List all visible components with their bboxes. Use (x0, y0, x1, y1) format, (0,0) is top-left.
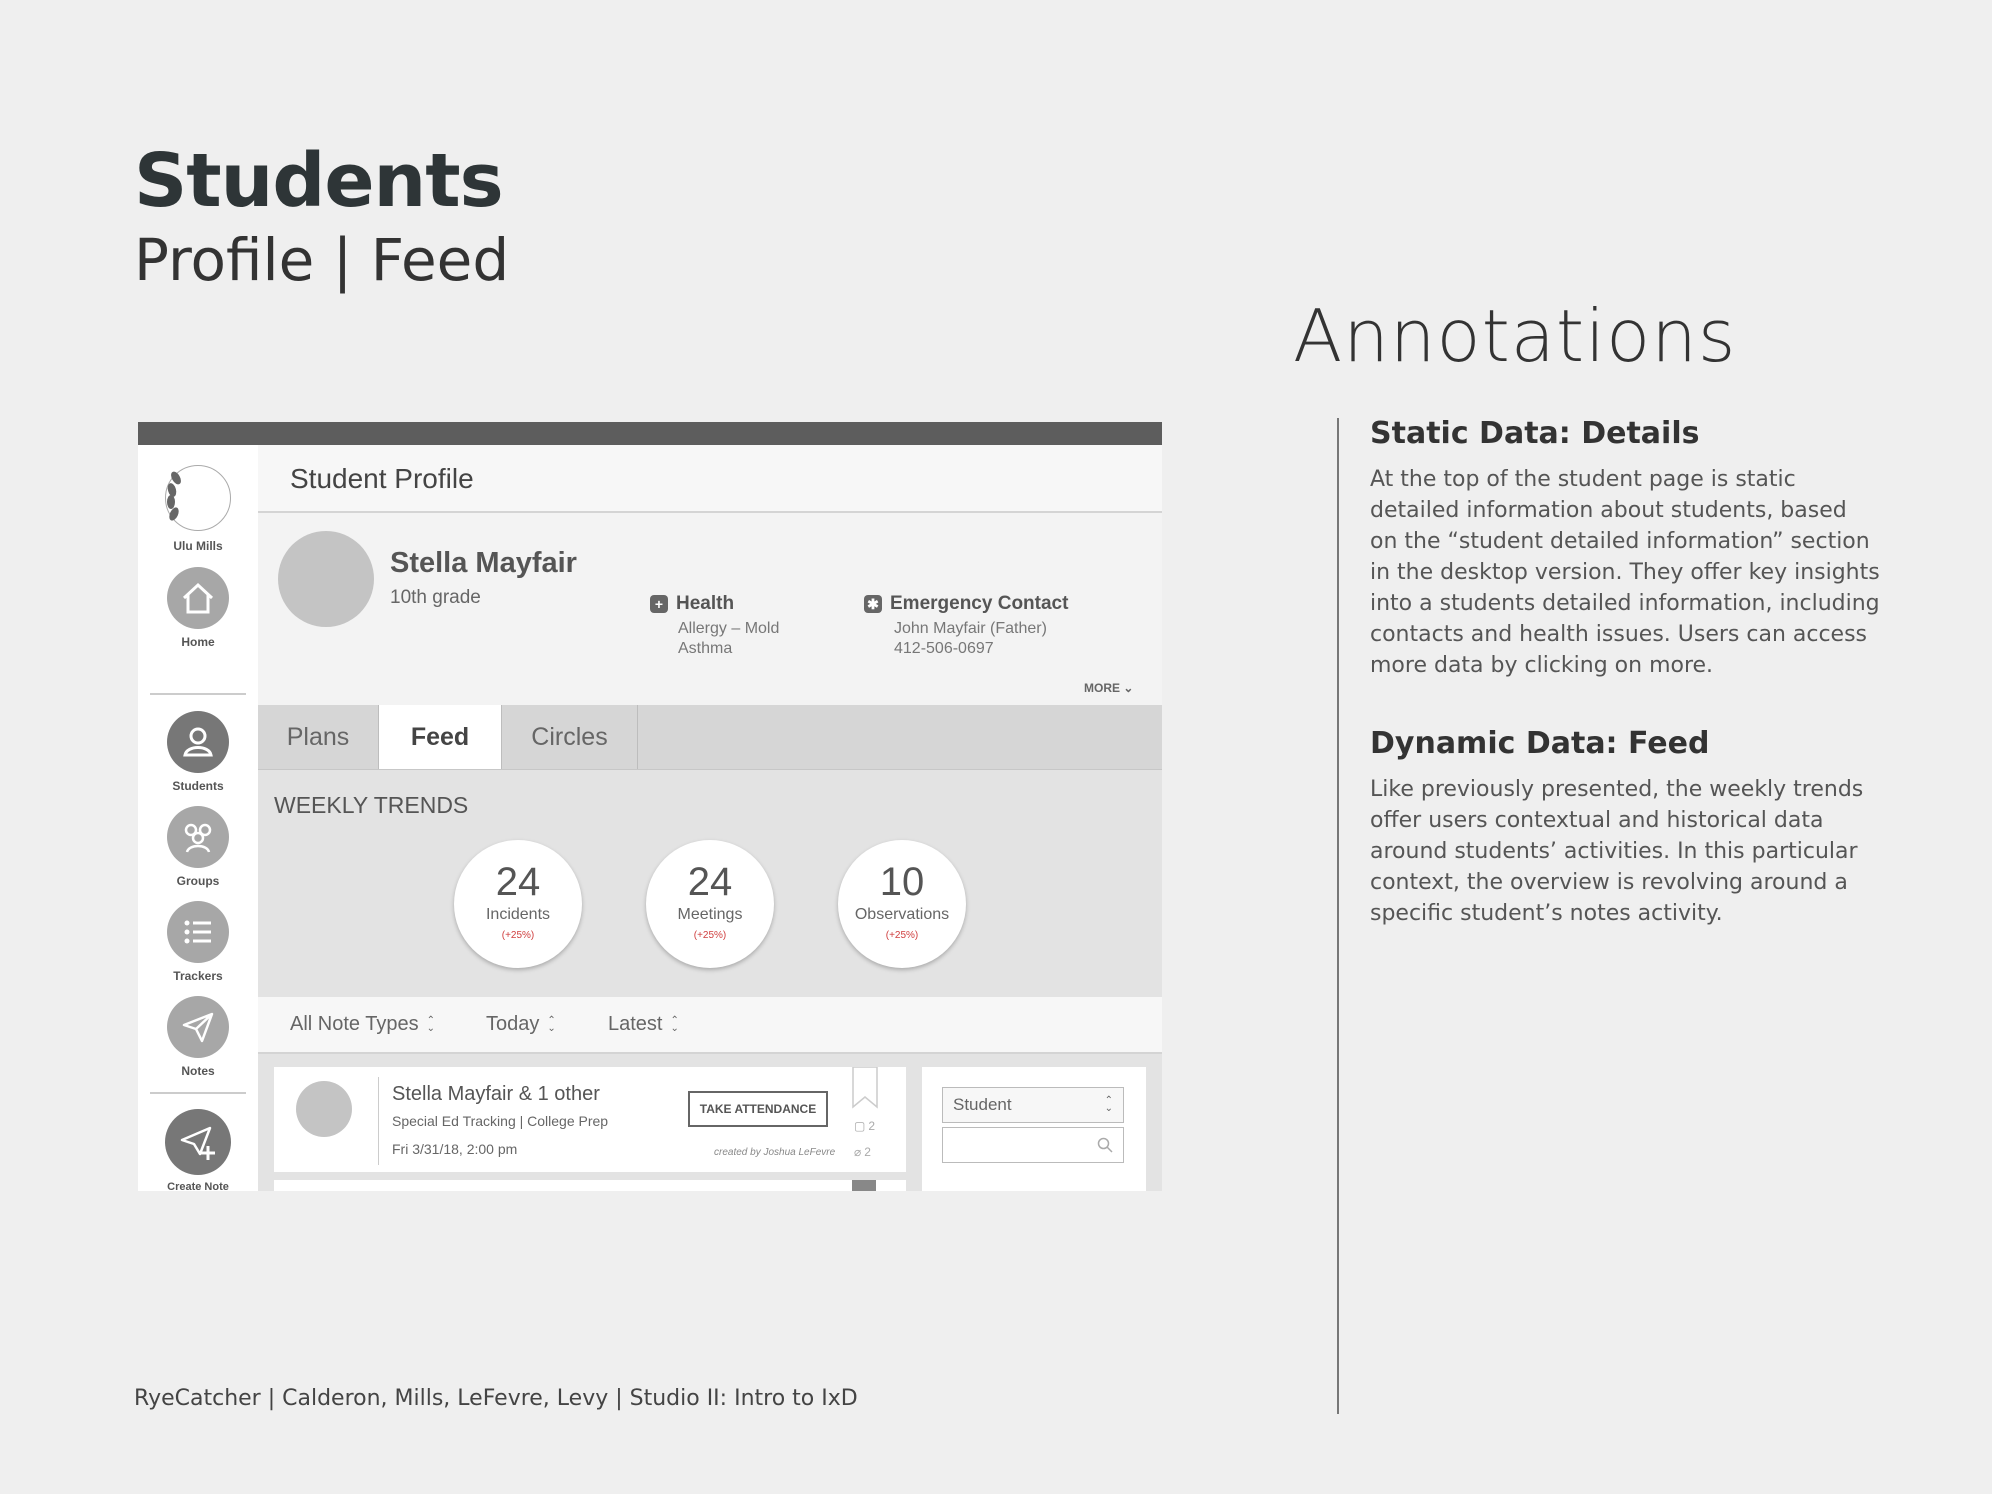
nav-home[interactable] (138, 567, 258, 649)
bookmark-icon[interactable] (852, 1067, 878, 1109)
nav-notes[interactable] (138, 996, 258, 1078)
asterisk-icon: ✱ (864, 595, 882, 613)
health-section (650, 593, 779, 659)
nav-trackers-label: Trackers (173, 969, 223, 983)
card-divider (378, 1077, 379, 1165)
trend-incidents[interactable] (454, 840, 582, 968)
search-panel (922, 1067, 1146, 1191)
date-select[interactable] (486, 1013, 556, 1036)
take-attendance-button[interactable]: TAKE ATTENDANCE (688, 1091, 828, 1127)
sidebar (138, 445, 258, 1191)
sidebar-divider (150, 693, 246, 695)
create-note-button[interactable] (138, 1109, 258, 1191)
slide-footer: RyeCatcher | Calderon, Mills, LeFevre, Levy | Studio II: Intro to IxD (134, 1386, 858, 1411)
health-line: Allergy – Mold (678, 620, 780, 637)
annotation-body-dynamic: Like previously presented, the weekly trends offer users contextual and historical data around students’ activities. In this particular context, the overview is revolving around a specific student’s notes activity. (1370, 777, 1864, 926)
emergency-line: John Mayfair (Father) (894, 620, 1047, 637)
trend-meetings[interactable] (646, 840, 774, 968)
nav-groups-label: Groups (176, 874, 220, 888)
page-title: Student Profile (290, 463, 474, 494)
student-grade: 10th grade (390, 587, 481, 608)
note-card[interactable] (274, 1180, 906, 1191)
note-author: created by Joshua LeFevre (714, 1147, 836, 1158)
nav-students-label: Students (172, 779, 224, 793)
annotations-title: Annotations (1293, 294, 1737, 378)
tab-circles[interactable]: Circles (502, 705, 638, 769)
chevron-down-icon: ⌄ (1123, 681, 1134, 695)
search-scope-value: Student (953, 1095, 1012, 1114)
user-avatar (165, 465, 231, 531)
trend-value: 24 (495, 860, 541, 904)
emergency-title: Emergency Contact (890, 593, 1069, 614)
tab-feed[interactable]: Feed (379, 705, 502, 769)
sort-arrows-icon: ⌃ ⌄ (670, 1014, 679, 1034)
paper-plane-icon (167, 996, 229, 1058)
comments-count[interactable] (854, 1119, 875, 1133)
nav-groups[interactable] (138, 806, 258, 888)
attachments-count[interactable] (854, 1145, 871, 1159)
trend-label: Meetings (677, 906, 743, 923)
trend-label: Observations (854, 906, 950, 923)
feed-filters (258, 997, 1162, 1054)
annotation-body-static: At the top of the student page is static detailed information about students, based on the “student detailed information” section in the desktop version. They offer key insights into a students detailed information, including contacts and health issues. Users can access more data by clicking on more. (1370, 467, 1880, 678)
more-button[interactable] (1084, 681, 1133, 695)
slide-title: Students (134, 138, 503, 224)
note-title: Stella Mayfair & 1 other (392, 1083, 600, 1105)
profile-tabs (258, 705, 1162, 770)
search-input[interactable] (942, 1127, 1124, 1163)
sidebar-divider (150, 1092, 246, 1094)
list-icon (167, 901, 229, 963)
weekly-trends (258, 770, 1162, 997)
app-mockup (138, 422, 1162, 1191)
annotation-heading-static: Static Data: Details (1370, 416, 1700, 451)
student-details (258, 513, 1162, 705)
note-type-select[interactable] (290, 1013, 435, 1036)
weekly-trends-title: WEEKLY TRENDS (274, 792, 469, 818)
note-card[interactable] (274, 1067, 906, 1172)
app-topbar (138, 422, 1162, 445)
nav-home-label: Home (181, 635, 215, 649)
student-avatar (278, 531, 374, 627)
note-date: Fri 3/31/18, 2:00 pm (392, 1141, 518, 1157)
trend-change: (+25%) (501, 930, 535, 941)
health-line: Asthma (678, 640, 733, 657)
trend-value: 24 (687, 860, 733, 904)
search-scope-select[interactable] (942, 1087, 1124, 1123)
nav-trackers[interactable] (138, 901, 258, 983)
trend-observations[interactable] (838, 840, 966, 968)
nav-notes-label: Notes (181, 1064, 215, 1078)
student-name: Stella Mayfair (390, 547, 577, 579)
more-label: MORE (1084, 681, 1120, 695)
note-type-value: All Note Types (290, 1013, 419, 1035)
attachments-value: 2 (864, 1145, 871, 1159)
page-header (258, 445, 1162, 513)
laurel-icon (162, 468, 192, 528)
health-title: Health (676, 593, 735, 614)
create-note-icon (165, 1109, 231, 1175)
slide-subtitle: Profile | Feed (134, 226, 510, 294)
user-profile[interactable] (138, 465, 258, 553)
trend-label: Incidents (485, 906, 551, 923)
tab-plans[interactable]: Plans (258, 705, 379, 769)
note-tags: Special Ed Tracking | College Prep (392, 1113, 609, 1129)
comments-value: 2 (868, 1119, 876, 1133)
groups-icon (167, 806, 229, 868)
divider-line (1337, 418, 1339, 1414)
annotation-heading-dynamic: Dynamic Data: Feed (1370, 726, 1710, 761)
home-icon (167, 567, 229, 629)
note-avatar (296, 1081, 352, 1137)
student-icon (167, 711, 229, 773)
date-value: Today (486, 1013, 540, 1035)
nav-students[interactable] (138, 711, 258, 793)
main-content (258, 445, 1162, 1191)
sort-arrows-icon: ⌃ ⌄ (426, 1014, 435, 1034)
plus-icon: + (650, 595, 668, 613)
trend-value: 10 (879, 860, 925, 904)
sort-arrows-icon: ⌃ ⌄ (547, 1014, 556, 1034)
bookmark-icon[interactable] (852, 1180, 876, 1191)
sort-select[interactable] (608, 1013, 679, 1036)
emergency-section (864, 593, 1068, 659)
user-name: Ulu Mills (173, 539, 223, 553)
trend-change: (+25%) (693, 930, 727, 941)
paperclip-icon: ⌀ (854, 1145, 862, 1159)
comment-icon: ▢ (854, 1119, 866, 1133)
create-note-label: Create Note (167, 1181, 229, 1191)
sort-value: Latest (608, 1013, 663, 1035)
trend-change: (+25%) (885, 930, 919, 941)
emergency-line: 412-506-0697 (894, 640, 994, 657)
search-icon (1097, 1137, 1113, 1153)
sort-arrows-icon: ⌃ ⌄ (1104, 1095, 1113, 1114)
